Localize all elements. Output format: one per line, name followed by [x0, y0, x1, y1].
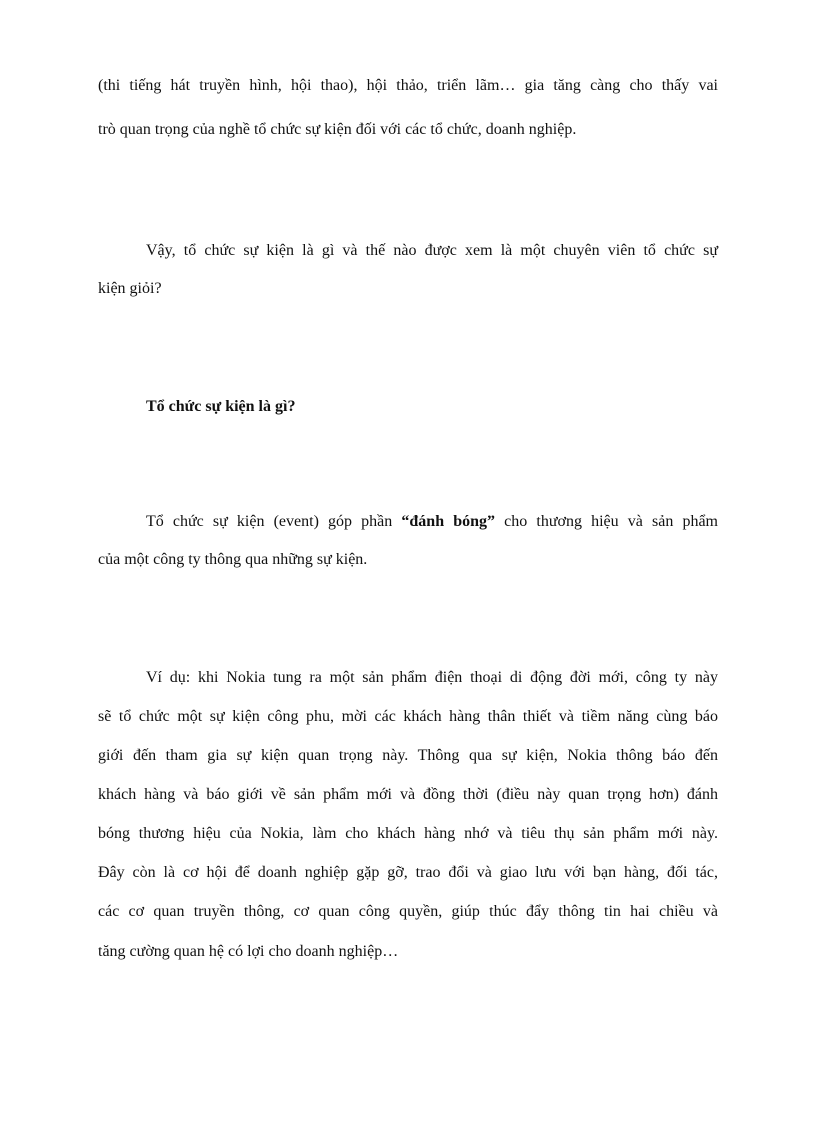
paragraph-3-emphasis: “đánh bóng” [401, 513, 496, 530]
paragraph-3-text-post: cho thương hiệu và sản phẩm [495, 513, 719, 530]
paragraph-1-line-1: (thi tiếng hát truyền hình, hội thao), hội thảo, triển lãm… gia tăng càng cho thấy vai [98, 77, 718, 94]
section-heading: Tổ chức sự kiện là gì? [146, 398, 296, 415]
paragraph-4-line-5: bóng thương hiệu của Nokia, làm cho khách hàng nhớ và tiêu thụ sản phẩm mới này. [98, 825, 718, 842]
paragraph-3-line-1 [98, 512, 718, 532]
paragraph-4-line-8: tăng cường quan hệ có lợi cho doanh nghiệp… [98, 943, 399, 960]
paragraph-4-line-1: Ví dụ: khi Nokia tung ra một sản phẩm điện thoại di động đời mới, công ty này [146, 669, 718, 686]
paragraph-1-line-2: trò quan trọng của nghề tổ chức sự kiện đối với các tổ chức, doanh nghiệp. [98, 121, 577, 138]
paragraph-4-line-6: Đây còn là cơ hội để doanh nghiệp gặp gỡ, trao đổi và giao lưu với bạn hàng, đối tác, [98, 864, 718, 881]
paragraph-2-line-2: kiện giỏi? [98, 280, 162, 297]
paragraph-4-line-4: khách hàng và báo giới về sản phẩm mới và đồng thời (điều này quan trọng hơn) đánh [98, 786, 718, 803]
paragraph-2-line-1: Vậy, tổ chức sự kiện là gì và thế nào được xem là một chuyên viên tổ chức sự [146, 242, 718, 259]
paragraph-4-line-3: giới đến tham gia sự kiện quan trọng này. Thông qua sự kiện, Nokia thông báo đến [98, 747, 718, 764]
paragraph-4-line-7: các cơ quan truyền thông, cơ quan công quyền, giúp thúc đẩy thông tin hai chiều và [98, 903, 718, 920]
paragraph-3-text-pre: Tổ chức sự kiện (event) góp phần [146, 513, 402, 530]
paragraph-4-line-2: sẽ tổ chức một sự kiện công phu, mời các khách hàng thân thiết và tiềm năng cùng báo [98, 708, 718, 725]
paragraph-3-line-2: của một công ty thông qua những sự kiện. [98, 551, 368, 568]
